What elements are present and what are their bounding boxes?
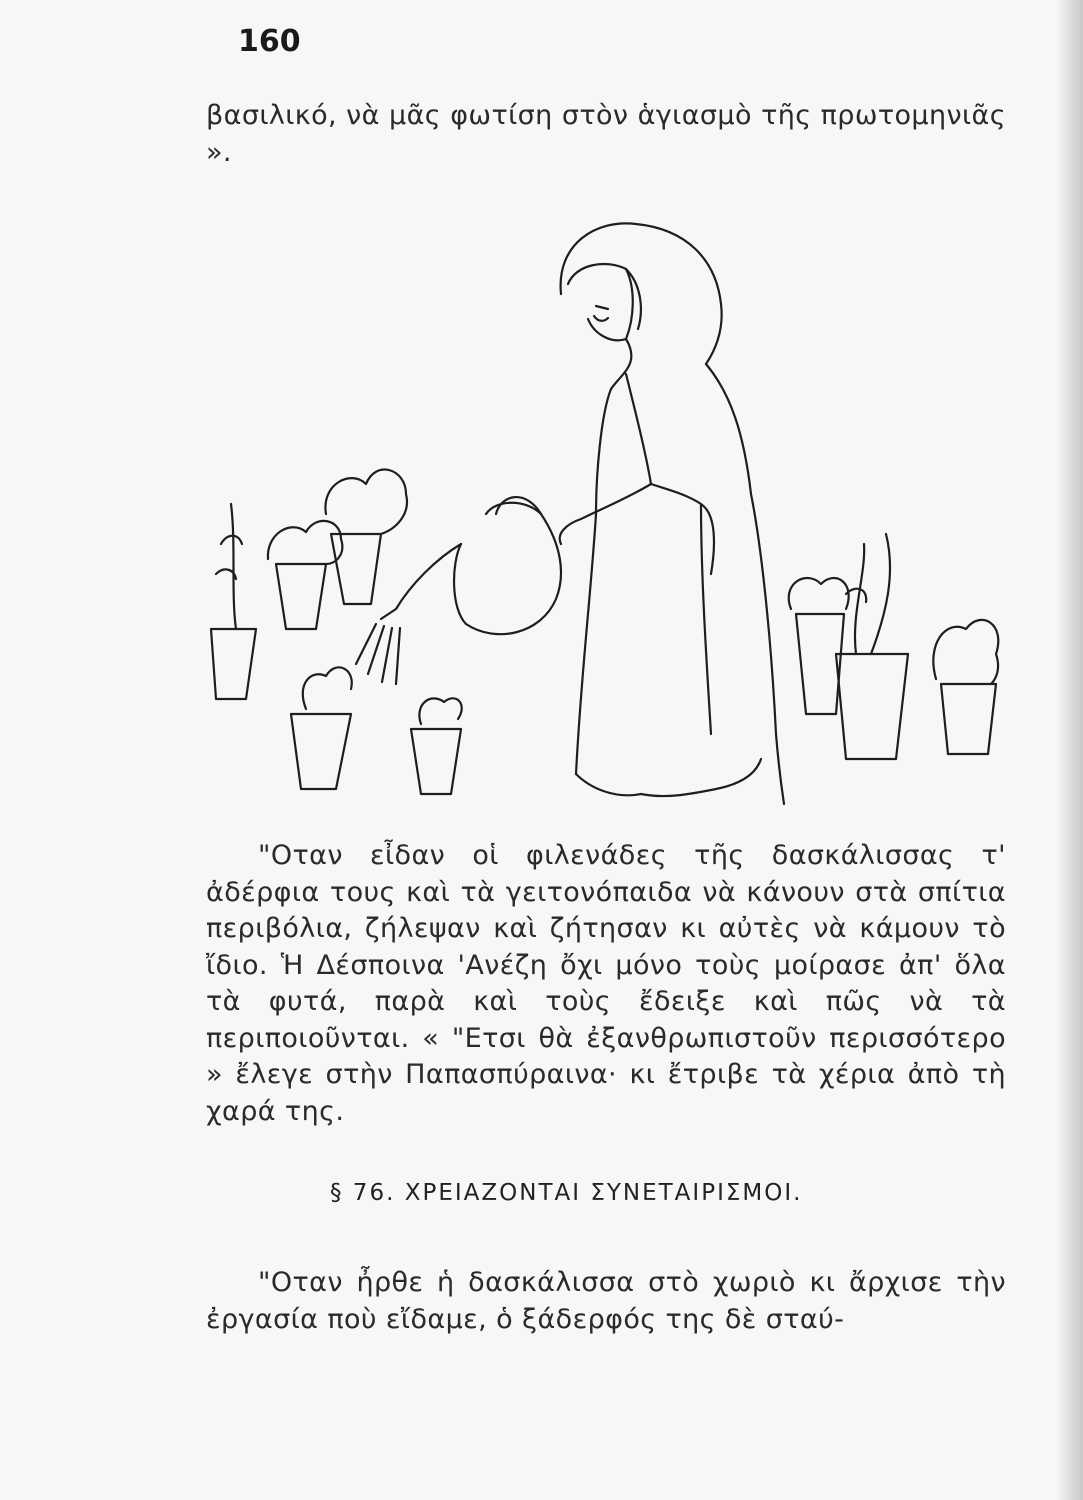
- flower-pot: [836, 654, 908, 759]
- flower-pot: [276, 564, 326, 629]
- water-spray: [356, 624, 400, 684]
- section-heading: § 76. ΧΡΕΙΑΖΟΝΤΑΙ ΣΥΝΕΤΑΙΡΙΣΜΟΙ.: [330, 1180, 803, 1206]
- page-number: 160: [238, 24, 301, 59]
- flower-pot: [291, 714, 351, 789]
- flower-pot: [331, 534, 381, 604]
- main-paragraph: "Οταν εἶδαν οἱ φιλενάδες τῆς δασκάλισσας τ' ἀδέρφια τους καὶ τὰ γειτονόπαιδα νὰ κάνουν στὰ σπίτια περιβόλια, ζήλεψαν καὶ ζήτησαν κι αὐτὲς νὰ κάμουν τὸ ἴδιο. Ἡ Δέσποινα 'Ανέζη ὄχι μόνο τοὺς μοίρασε ἀπ' ὅλα τὰ φυτά, παρὰ καὶ τοὺς ἔδειξε καὶ πῶς νὰ τὰ περιποιοῦνται. « "Ετσι θὰ ἐξανθρωπιστοῦν περισσότερο » ἔλεγε στὴν Παπασπύραινα· κι ἔτριβε τὰ χέρια ἀπὸ τὴ χαρά της.: [206, 840, 1006, 1127]
- bottom-paragraph: "Οταν ἦρθε ἡ δασκάλισσα στὸ χωριὸ κι ἄρχισε τὴν ἐργασία ποὺ εἴδαμε, ὁ ξάδερφός της δὲ σταύ-: [206, 1267, 1006, 1335]
- flower-pot: [411, 729, 461, 794]
- top-paragraph: βασιλικό, νὰ μᾶς φωτίση στὸν ἁγιασμὸ τῆς πρωτομηνιᾶς ».: [206, 100, 1006, 168]
- line-drawing: [196, 214, 1016, 814]
- woman-hood: [561, 223, 722, 364]
- page-edge-shadow: [1057, 0, 1083, 1500]
- woman-robe: [576, 339, 631, 774]
- flower-pot: [211, 629, 256, 699]
- watering-can: [454, 503, 561, 634]
- flower-pot: [941, 684, 996, 754]
- illustration-woman-watering-plants: [196, 214, 1016, 814]
- woman-face: [568, 264, 633, 340]
